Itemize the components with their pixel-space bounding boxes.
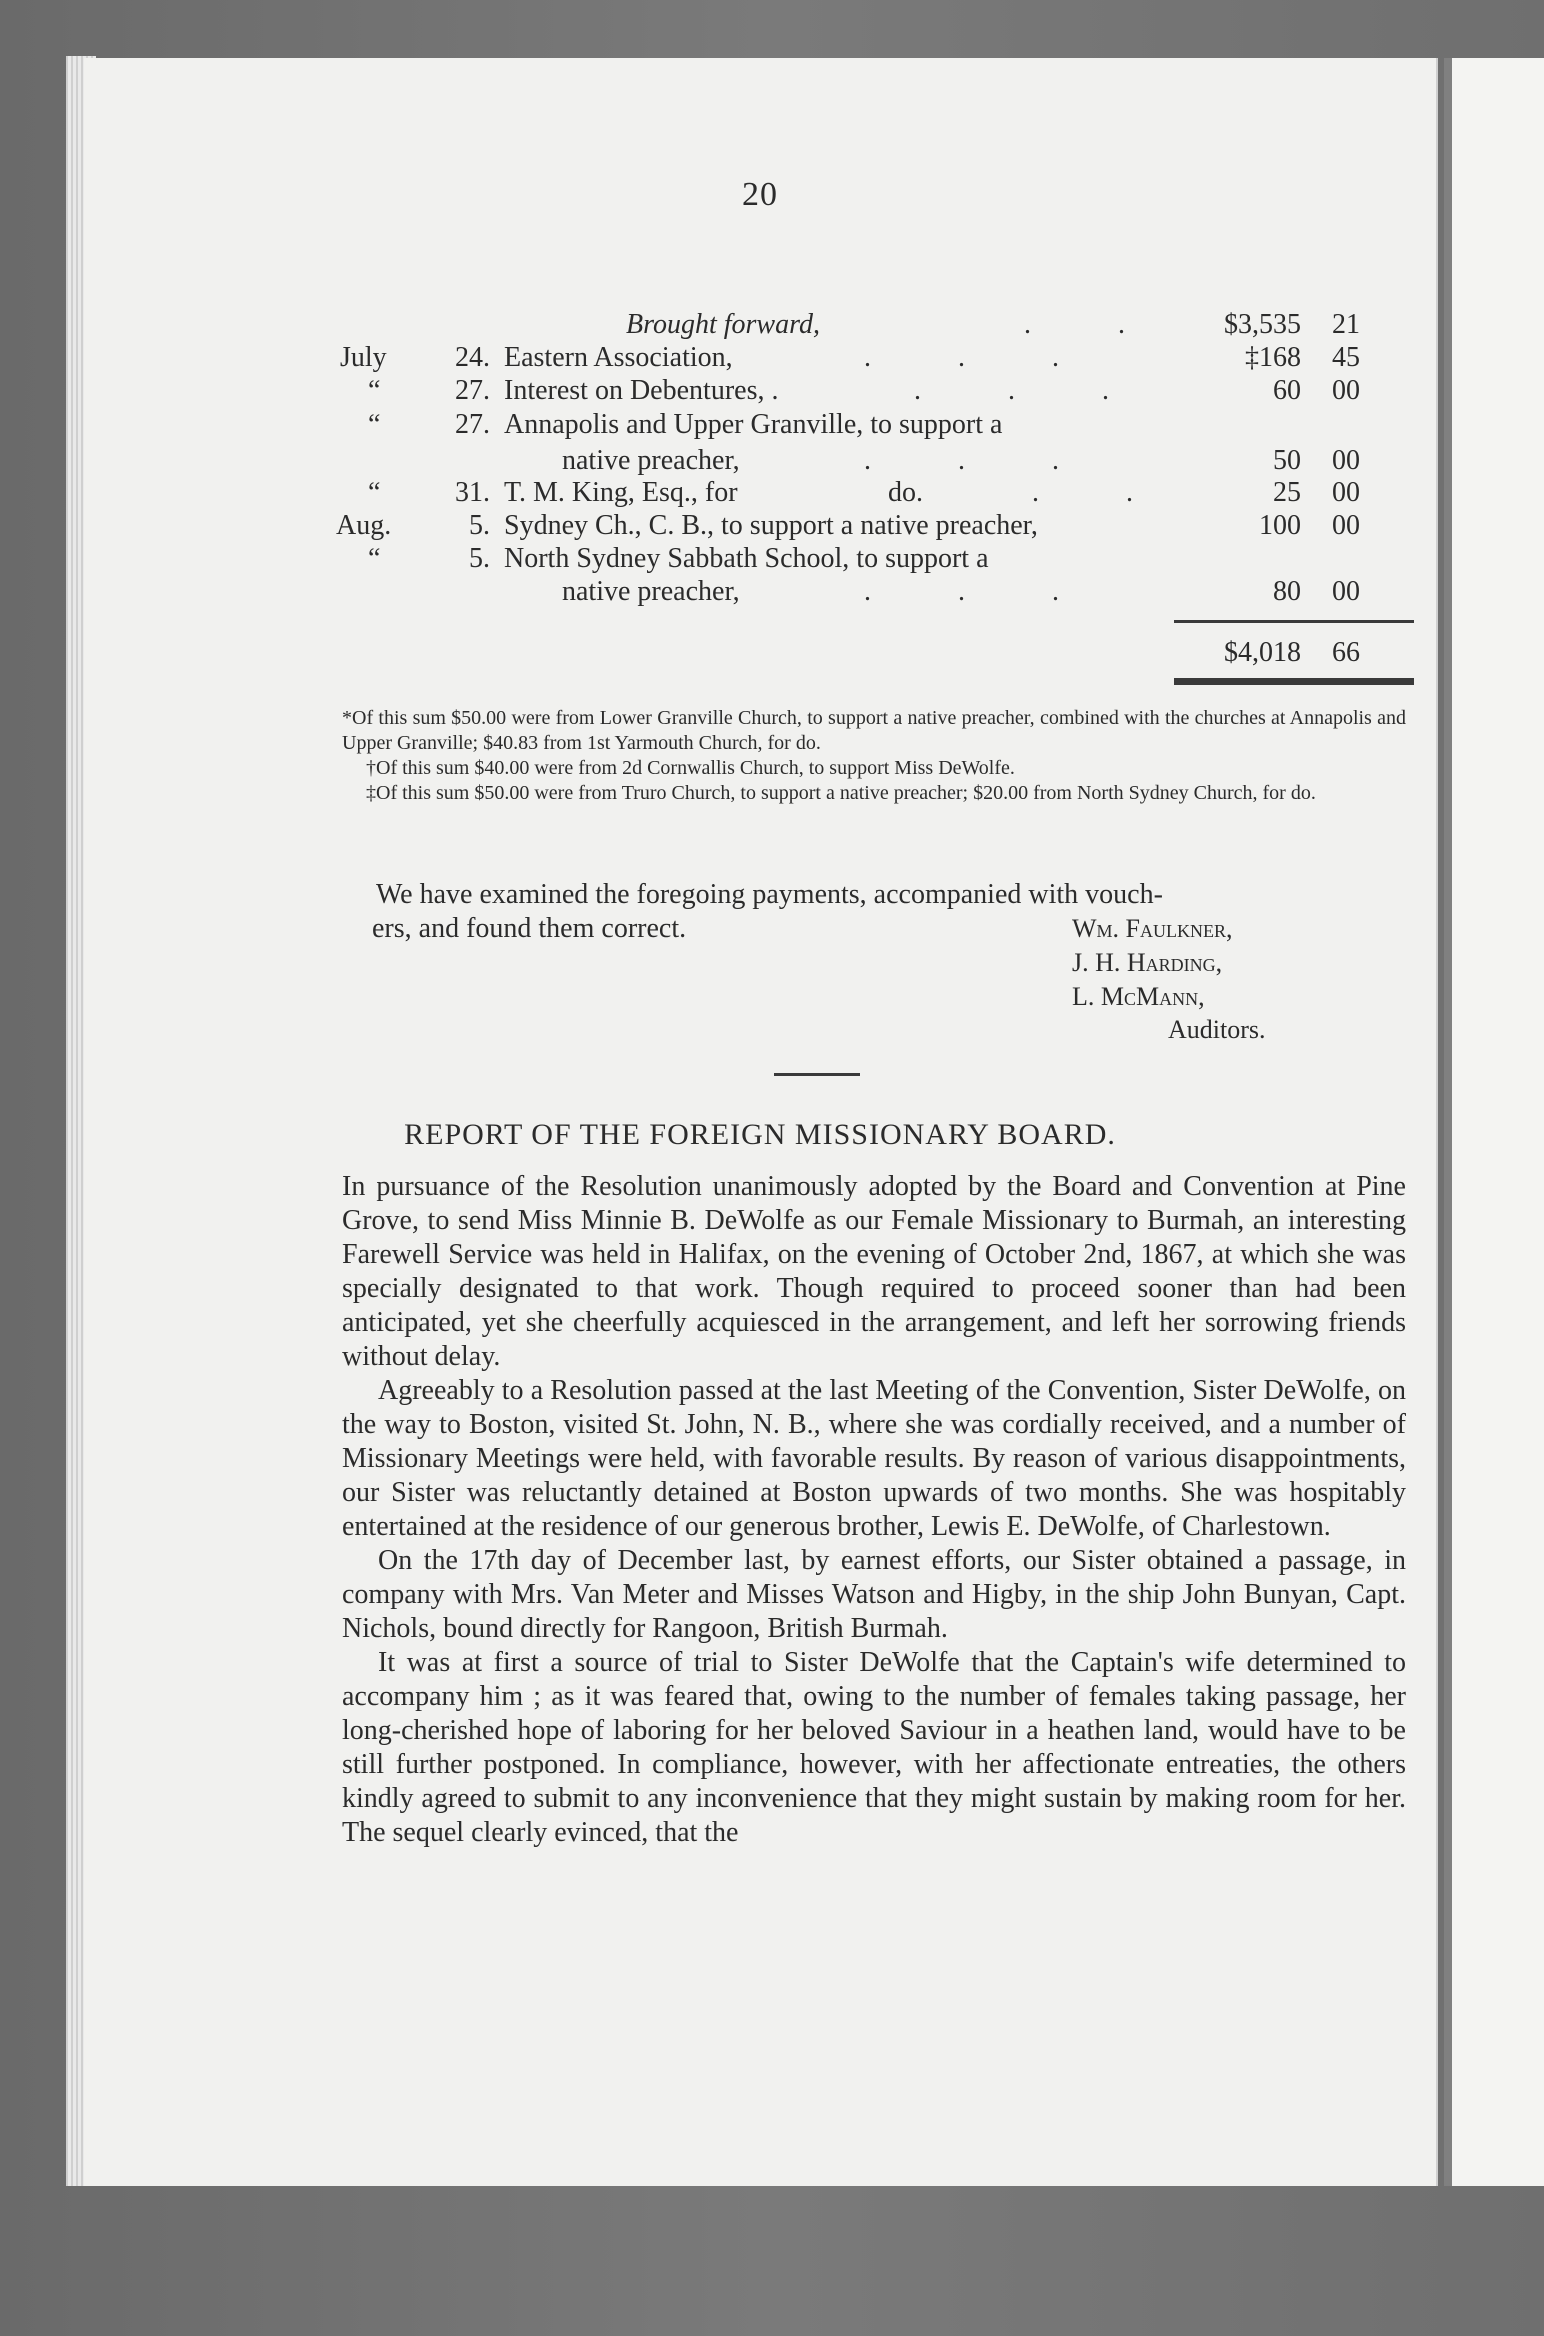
- report-paragraph: It was at first a source of trial to Sister DeWolfe that the Captain's wife determined to accompany him ; as it was feared that, owing to the number of females taking passage, her long-cherished hope of laboring for her beloved Saviour in a heathen land, would have to be still further postponed. In compliance, however, with her affectionate entreaties, the others kindly agreed to submit to any inconvenience that they might sustain by making room for her. The sequel clearly evinced, that the: [342, 1647, 1406, 1848]
- total-double-rule: [1174, 678, 1414, 685]
- sum-rule: [1174, 620, 1414, 623]
- report-paragraph: In pursuance of the Resolution unanimously adopted by the Board and Convention at Pine Grove, to send Miss Minnie B. DeWolfe as our Female Missionary to Burmah, an interesting Farewell Service was held in Halifax, on the evening of October 2nd, 1867, at which she was specially designated to that work. Though required to proceed sooner than had been anticipated, yet she cheerfully acquiesced in the arrangement, and left her sorrowing friends without delay.: [342, 1171, 1406, 1372]
- certification-line: ers, and found them correct.: [372, 913, 687, 944]
- section-divider: [774, 1073, 860, 1076]
- leader-dots: . .: [1024, 309, 1165, 340]
- entry-day: 27.: [455, 409, 490, 440]
- entry-day: 27.: [455, 375, 490, 406]
- footnote: ‡Of this sum $50.00 were from Truro Church, to support a native preacher; $20.00 from North Sydney Church, for do.: [366, 782, 1316, 804]
- amount-cents: 21: [1332, 309, 1360, 340]
- footnotes: [342, 706, 1406, 806]
- auditors-role: Auditors.: [1168, 1015, 1266, 1044]
- brought-forward-label: Brought forward,: [626, 309, 820, 340]
- amount-dollars: 50: [1273, 445, 1301, 476]
- amount-dollars: 25: [1273, 477, 1301, 508]
- amount-cents: 00: [1332, 576, 1360, 607]
- entry-day: 24.: [455, 342, 490, 373]
- leader-dots: . .: [1032, 477, 1173, 508]
- amount-dollars: ‡168: [1245, 342, 1301, 373]
- leader-dots: . . .: [864, 576, 1099, 607]
- entry-day: 5.: [469, 510, 490, 541]
- entry-description: Sydney Ch., C. B., to support a native preacher,: [504, 510, 1038, 541]
- entry-month: Aug.: [336, 510, 392, 541]
- total-cents: 66: [1332, 637, 1360, 668]
- entry-description: North Sydney Sabbath School, to support a: [504, 543, 989, 574]
- page-number: 20: [742, 176, 778, 213]
- entry-description: Annapolis and Upper Granville, to support a: [504, 409, 1003, 440]
- ditto-mark: “: [368, 375, 381, 406]
- amount-dollars: 60: [1273, 375, 1301, 406]
- amount-cents: 00: [1332, 445, 1360, 476]
- ditto-mark: “: [368, 543, 381, 574]
- ditto-mark: “: [368, 477, 381, 508]
- entry-day: 5.: [469, 543, 490, 574]
- amount-dollars: 100: [1259, 510, 1301, 541]
- entry-day: 31.: [455, 477, 490, 508]
- entry-continuation: native preacher,: [562, 445, 740, 476]
- amount-cents: 45: [1332, 342, 1360, 373]
- footnote: *Of this sum $50.00 were from Lower Granville Church, to support a native preacher, combined with the churches at Annapolis and Upper Granville; $40.83 from 1st Yarmouth Church, for do.: [342, 707, 1406, 754]
- ditto-text: do.: [888, 477, 923, 508]
- facing-page-edge: [1444, 58, 1544, 2186]
- leader-dots: . . .: [914, 375, 1149, 406]
- signatory: J. H. Harding,: [1072, 948, 1223, 977]
- entry-description: T. M. King, Esq., for: [504, 477, 738, 508]
- amount-cents: 00: [1332, 375, 1360, 406]
- leader-dots: . . .: [864, 342, 1099, 373]
- amount-cents: 00: [1332, 477, 1360, 508]
- report-paragraph: Agreeably to a Resolution passed at the last Meeting of the Convention, Sister DeWolfe, on the way to Boston, visited St. John, N. B., where she was cordially received, and a number of Missionary Meetings were held, with favorable results. By reason of various disappointments, our Sister was reluctantly detained at Boston upwards of two months. She was hospitably entertained at the residence of our generous brother, Lewis E. DeWolfe, of Charlestown.: [342, 1375, 1406, 1542]
- report-paragraph: On the 17th day of December last, by earnest efforts, our Sister obtained a passage, in company with Mrs. Van Meter and Misses Watson and Higby, in the ship John Bunyan, Capt. Nichols, bound directly for Rangoon, British Burmah.: [342, 1545, 1406, 1644]
- amount-dollars: 80: [1273, 576, 1301, 607]
- amount-dollars: $3,535: [1224, 309, 1301, 340]
- total-dollars: $4,018: [1224, 637, 1301, 668]
- amount-cents: 00: [1332, 510, 1360, 541]
- signatory: Wm. Faulkner,: [1072, 914, 1233, 943]
- footnote: †Of this sum $40.00 were from 2d Cornwallis Church, to support Miss DeWolfe.: [366, 757, 1015, 779]
- book-page: [84, 58, 1436, 2186]
- signatory: L. McMann,: [1072, 982, 1205, 1011]
- certification-line: We have examined the foregoing payments, accompanied with vouch-: [376, 879, 1163, 910]
- entry-month: July: [340, 342, 387, 373]
- ditto-mark: “: [368, 409, 381, 440]
- report-title: REPORT OF THE FOREIGN MISSIONARY BOARD.: [404, 1118, 1116, 1151]
- leader-dots: . . .: [864, 445, 1099, 476]
- report-body: [342, 1170, 1406, 1850]
- entry-continuation: native preacher,: [562, 576, 740, 607]
- entry-description: Eastern Association,: [504, 342, 733, 373]
- entry-description: Interest on Debentures, .: [504, 375, 779, 406]
